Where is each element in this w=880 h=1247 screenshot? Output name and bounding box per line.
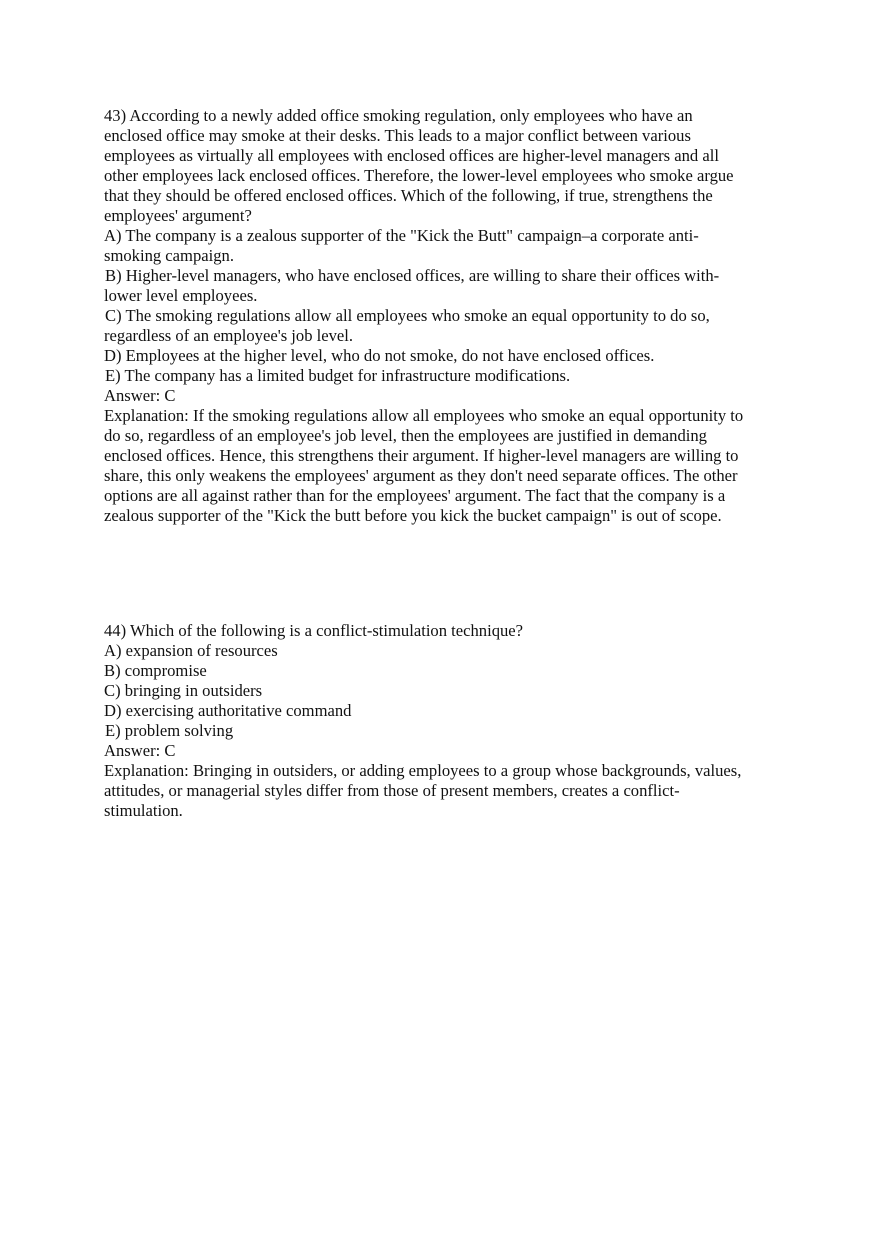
option-e: E) problem solving xyxy=(105,721,234,740)
question-43 xyxy=(104,106,788,526)
option-line: smoking campaign. xyxy=(104,246,234,265)
answer: Answer: C xyxy=(104,741,176,760)
stem-line: employees as virtually all employees with enclosed offices are higher-level managers and all xyxy=(104,146,719,165)
explanation xyxy=(104,406,788,526)
option-e xyxy=(104,366,788,386)
option-line: lower level employees. xyxy=(104,286,258,305)
stem-line: enclosed office may smoke at their desks. This leads to a major conflict between various xyxy=(104,126,691,145)
explanation xyxy=(104,761,788,821)
question-stem xyxy=(104,106,788,226)
explanation-line: zealous supporter of the "Kick the butt before you kick the bucket campaign" is out of scope. xyxy=(104,506,722,525)
stem-line: other employees lack enclosed offices. Therefore, the lower-level employees who smoke argue xyxy=(104,166,734,185)
explanation-line: enclosed offices. Hence, this strengthens their argument. If higher-level managers are willing to xyxy=(104,446,739,465)
answer: Answer: C xyxy=(104,386,176,405)
stem-line: employees' argument? xyxy=(104,206,252,225)
option-c xyxy=(104,306,788,346)
explanation-line: options are all against rather than for the employees' argument. The fact that the company is a xyxy=(104,486,726,505)
question-44 xyxy=(104,621,788,821)
explanation-line: Explanation: Bringing in outsiders, or adding employees to a group whose backgrounds, values, xyxy=(104,761,742,780)
stem-line: 43) According to a newly added office smoking regulation, only employees who have an xyxy=(104,106,693,125)
option-d xyxy=(104,346,788,366)
option-b: B) compromise xyxy=(104,661,207,680)
option-line: regardless of an employee's job level. xyxy=(104,326,354,345)
option-line: D) Employees at the higher level, who do not smoke, do not have enclosed offices. xyxy=(104,346,655,365)
explanation-line: do so, regardless of an employee's job level, then the employees are justified in demanding xyxy=(104,426,707,445)
explanation-line: Explanation: If the smoking regulations allow all employees who smoke an equal opportunity to xyxy=(104,406,744,425)
stem-line: 44) Which of the following is a conflict-stimulation technique? xyxy=(104,621,524,640)
stem-line: that they should be offered enclosed offices. Which of the following, if true, strengthens the xyxy=(104,186,713,205)
option-a: A) expansion of resources xyxy=(104,641,278,660)
option-c: C) bringing in outsiders xyxy=(104,681,263,700)
explanation-line: share, this only weakens the employees' argument as they don't need separate offices. The other xyxy=(104,466,738,485)
option-line: B) Higher-level managers, who have enclosed offices, are willing to share their offices with- xyxy=(105,266,720,285)
option-b xyxy=(104,266,788,306)
option-line: E) The company has a limited budget for infrastructure modifications. xyxy=(105,366,571,385)
explanation-line: attitudes, or managerial styles differ from those of present members, creates a conflict- xyxy=(104,781,680,800)
option-a xyxy=(104,226,788,266)
option-line: C) The smoking regulations allow all employees who smoke an equal opportunity to do so, xyxy=(105,306,710,325)
question-stem xyxy=(104,621,788,641)
option-line: A) The company is a zealous supporter of the "Kick the Butt" campaign–a corporate anti- xyxy=(104,226,699,245)
option-d: D) exercising authoritative command xyxy=(104,701,352,720)
explanation-line: stimulation. xyxy=(104,801,183,820)
